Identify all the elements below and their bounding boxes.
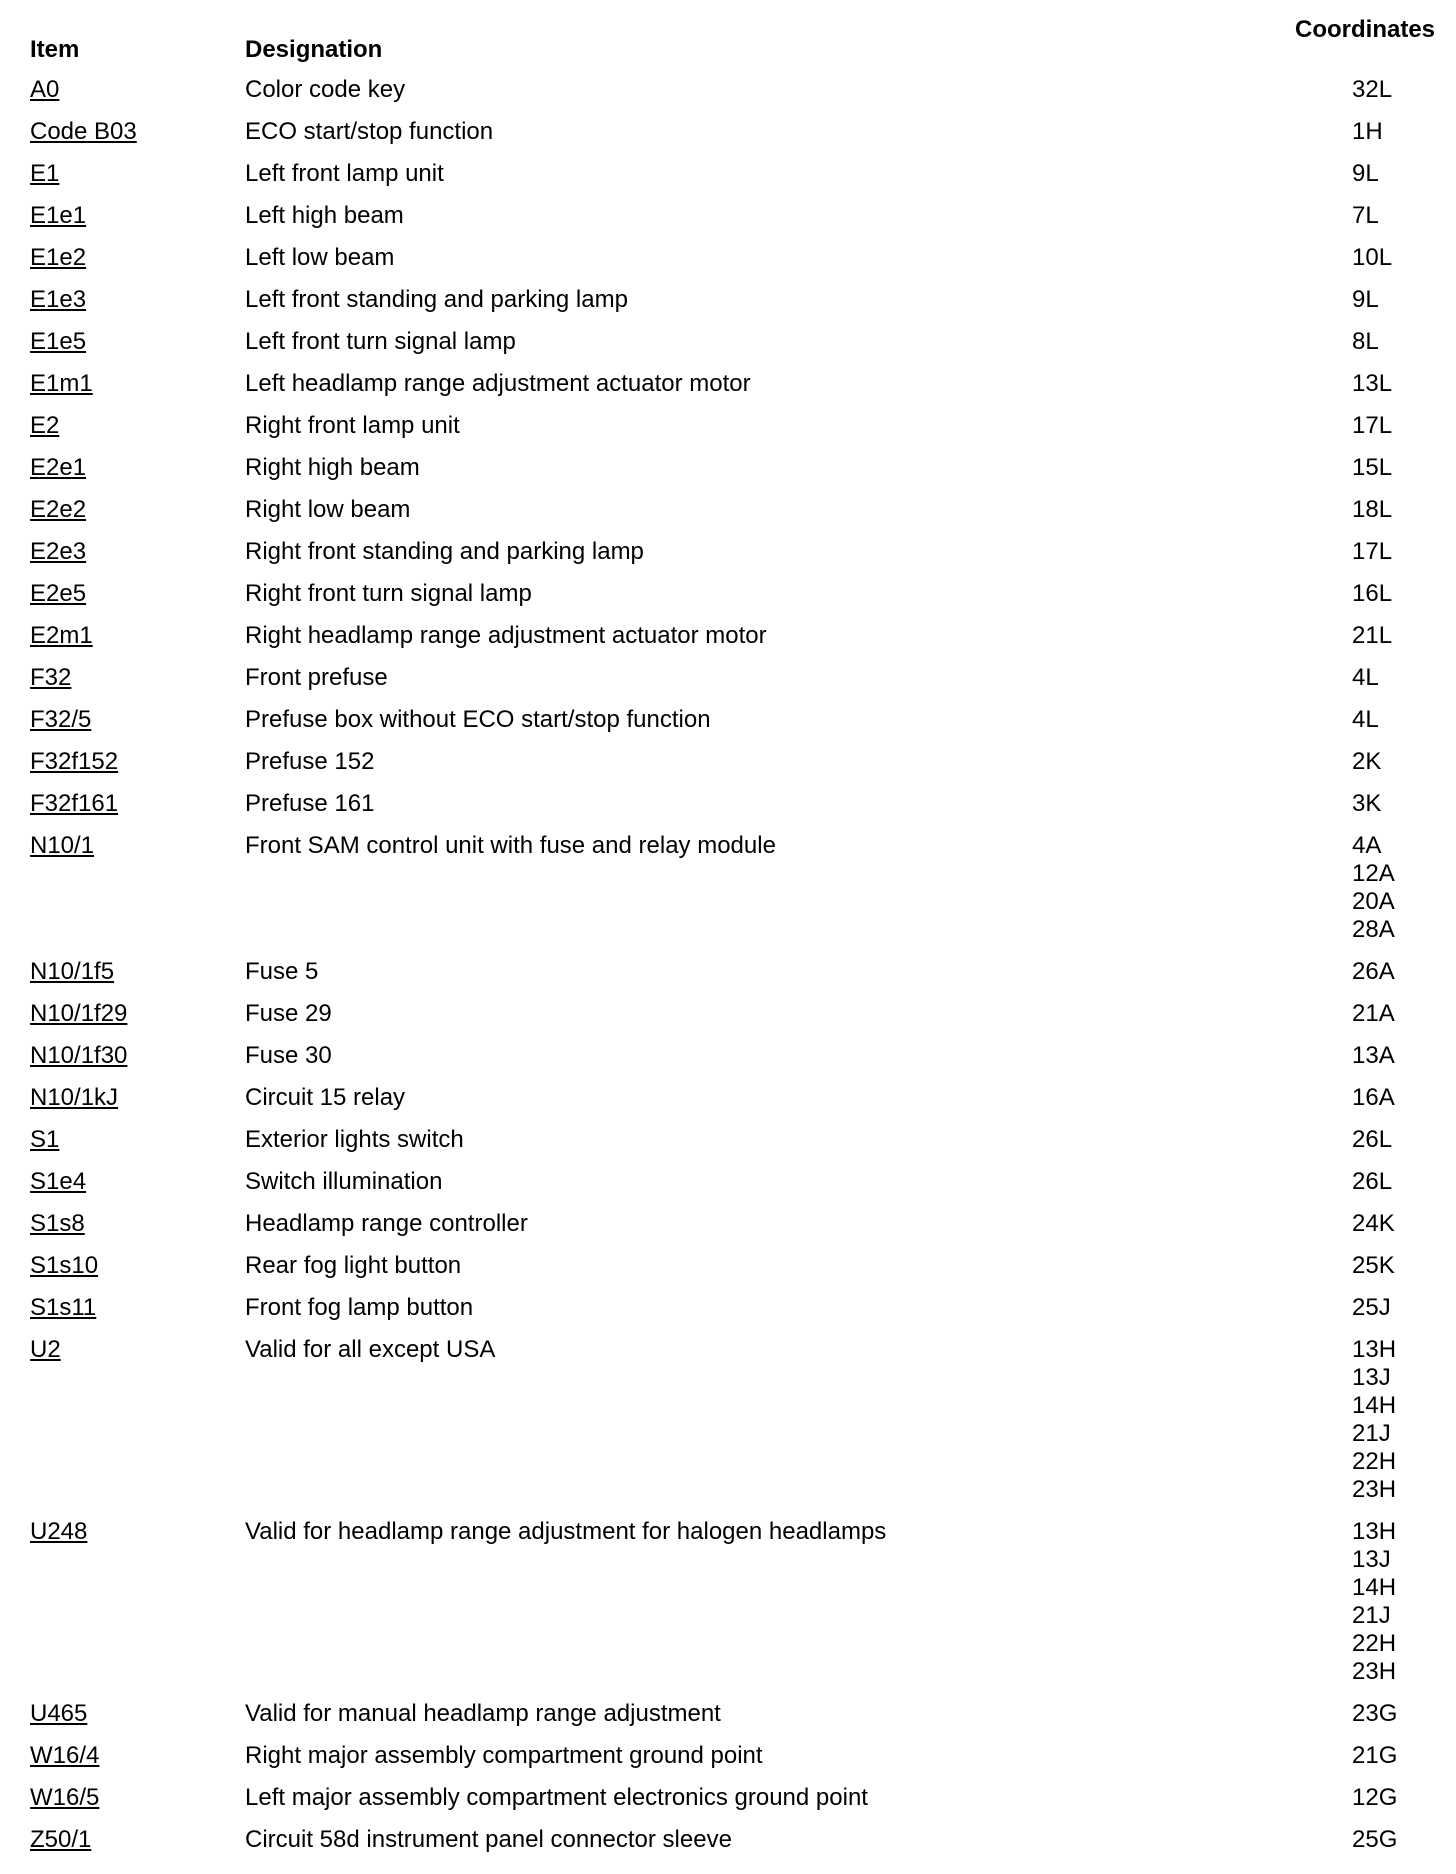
designation-text: Headlamp range controller (245, 1210, 528, 1237)
coordinate-value: 3K (1352, 790, 1382, 817)
coordinate-value: 9L (1352, 286, 1379, 313)
coordinate-value: 28A (1352, 916, 1395, 943)
coordinates-cell (1352, 286, 1446, 314)
item-link[interactable]: U465 (30, 1700, 88, 1727)
coordinate-value: 4L (1352, 664, 1379, 691)
table-row (30, 1504, 1446, 1686)
item-link[interactable]: E1 (30, 160, 60, 187)
coordinates-cell (1352, 832, 1446, 944)
coordinates-cell (1352, 664, 1446, 692)
coordinate-value: 7L (1352, 202, 1379, 229)
table-row (30, 818, 1446, 944)
table-row (30, 188, 1446, 230)
item-link[interactable]: S1e4 (30, 1168, 87, 1195)
designation-text: Left front turn signal lamp (245, 328, 516, 355)
table-row (30, 1770, 1446, 1812)
table-row (30, 314, 1446, 356)
coordinates-cell (1352, 76, 1446, 104)
designation-text: Fuse 30 (245, 1042, 332, 1069)
coordinates-cell (1352, 706, 1446, 734)
table-row (30, 776, 1446, 818)
item-link[interactable]: W16/5 (30, 1784, 100, 1811)
table-row (30, 650, 1446, 692)
coordinate-value: 21A (1352, 1000, 1395, 1027)
coordinate-value: 16L (1352, 580, 1393, 607)
coordinate-value: 13A (1352, 1042, 1395, 1069)
coordinates-cell (1352, 1042, 1446, 1070)
coordinate-value: 25G (1352, 1826, 1398, 1853)
table-row (30, 566, 1446, 608)
table-row (30, 734, 1446, 776)
coordinates-cell (1352, 1336, 1446, 1504)
item-link[interactable]: S1s8 (30, 1210, 85, 1237)
coordinates-cell (1352, 538, 1446, 566)
coordinate-value: 4L (1352, 706, 1379, 733)
table-row (30, 1112, 1446, 1154)
coordinate-value: 23G (1352, 1700, 1398, 1727)
designation-text: Right front standing and parking lamp (245, 538, 644, 565)
item-link[interactable]: U2 (30, 1336, 61, 1363)
coordinate-value: 26A (1352, 958, 1395, 985)
coordinate-value: 15L (1352, 454, 1393, 481)
item-link[interactable]: Code B03 (30, 118, 137, 145)
item-link[interactable]: E1e1 (30, 202, 87, 229)
designation-text: Right headlamp range adjustment actuator motor (245, 622, 767, 649)
coordinate-value: 18L (1352, 496, 1393, 523)
coordinates-cell (1352, 496, 1446, 524)
coordinates-cell (1352, 1294, 1446, 1322)
item-link[interactable]: E2e3 (30, 538, 87, 565)
designation-text: Fuse 5 (245, 958, 319, 985)
coordinates-cell (1352, 1784, 1446, 1812)
item-link[interactable]: U248 (30, 1518, 88, 1545)
item-link[interactable]: E2e1 (30, 454, 87, 481)
item-link[interactable]: N10/1f5 (30, 958, 115, 985)
item-link[interactable]: N10/1f30 (30, 1042, 128, 1069)
designation-column-header: Designation (245, 36, 383, 63)
coordinate-value: 26L (1352, 1168, 1393, 1195)
designation-text: Front fog lamp button (245, 1294, 474, 1321)
coordinates-cell (1352, 1000, 1446, 1028)
coordinate-value: 32L (1352, 76, 1393, 103)
coordinate-value: 22H (1352, 1448, 1397, 1475)
item-link[interactable]: S1s11 (30, 1294, 97, 1321)
designation-text: Left low beam (245, 244, 395, 271)
coordinates-cell (1352, 1518, 1446, 1686)
coordinate-value: 17L (1352, 538, 1393, 565)
coordinates-cell (1352, 202, 1446, 230)
item-link[interactable]: S1 (30, 1126, 60, 1153)
table-row (30, 104, 1446, 146)
table-row (30, 398, 1446, 440)
coordinate-value: 25J (1352, 1294, 1391, 1321)
component-legend-table (30, 12, 1446, 1854)
coordinate-value: 13J (1352, 1546, 1391, 1573)
table-row (30, 1196, 1446, 1238)
coordinate-value: 21L (1352, 622, 1393, 649)
coordinate-value: 22H (1352, 1630, 1397, 1657)
table-row (30, 440, 1446, 482)
table-header (30, 12, 1446, 62)
table-row (30, 482, 1446, 524)
designation-text: Right front turn signal lamp (245, 580, 532, 607)
table-row (30, 1070, 1446, 1112)
table-row (30, 1028, 1446, 1070)
coordinate-value: 14H (1352, 1574, 1397, 1601)
designation-text: Right high beam (245, 454, 420, 481)
item-link[interactable]: E1e5 (30, 328, 87, 355)
coordinate-value: 13L (1352, 370, 1393, 397)
coordinate-value: 16A (1352, 1084, 1395, 1111)
designation-text: Prefuse 152 (245, 748, 375, 775)
coordinates-cell (1352, 454, 1446, 482)
designation-text: Rear fog light button (245, 1252, 462, 1279)
table-row (30, 608, 1446, 650)
table-row (30, 62, 1446, 104)
item-link[interactable]: N10/1f29 (30, 1000, 128, 1027)
coordinates-cell (1352, 1210, 1446, 1238)
item-link[interactable]: N10/1 (30, 832, 95, 859)
table-row (30, 1280, 1446, 1322)
coordinates-cell (1352, 1742, 1446, 1770)
coordinate-value: 12G (1352, 1784, 1398, 1811)
coordinate-value: 13J (1352, 1364, 1391, 1391)
item-link[interactable]: E2m1 (30, 622, 93, 649)
coordinate-value: 26L (1352, 1126, 1393, 1153)
coordinate-value: 21G (1352, 1742, 1398, 1769)
item-link[interactable]: Z50/1 (30, 1826, 92, 1853)
item-link[interactable]: F32f161 (30, 790, 119, 817)
table-row (30, 146, 1446, 188)
coordinate-value: 4A (1352, 832, 1382, 859)
coordinate-value: 23H (1352, 1658, 1397, 1685)
coordinate-value: 2K (1352, 748, 1382, 775)
coordinate-value: 10L (1352, 244, 1393, 271)
coordinates-cell (1352, 370, 1446, 398)
designation-text: Left headlamp range adjustment actuator motor (245, 370, 751, 397)
designation-text: Valid for headlamp range adjustment for halogen headlamps (245, 1518, 887, 1545)
item-link[interactable]: E1e2 (30, 244, 87, 271)
table-row (30, 1154, 1446, 1196)
designation-text: Valid for manual headlamp range adjustment (245, 1700, 721, 1727)
designation-text: Front prefuse (245, 664, 388, 691)
table-body (30, 62, 1446, 1854)
designation-text: Front SAM control unit with fuse and relay module (245, 832, 776, 859)
coordinates-cell (1352, 1252, 1446, 1280)
table-row (30, 230, 1446, 272)
coordinates-column-header: Coordinates (1295, 16, 1436, 43)
coordinate-value: 14H (1352, 1392, 1397, 1419)
coordinates-cell (1352, 328, 1446, 356)
coordinates-cell (1352, 118, 1446, 146)
coordinates-cell (1352, 1700, 1446, 1728)
coordinate-value: 20A (1352, 888, 1395, 915)
designation-text: Left major assembly compartment electronics ground point (245, 1784, 868, 1811)
designation-text: Left front standing and parking lamp (245, 286, 628, 313)
table-row (30, 692, 1446, 734)
designation-text: Circuit 58d instrument panel connector sleeve (245, 1826, 732, 1853)
coordinates-cell (1352, 790, 1446, 818)
coordinate-value: 25K (1352, 1252, 1395, 1279)
item-link[interactable]: N10/1kJ (30, 1084, 119, 1111)
coordinate-value: 8L (1352, 328, 1379, 355)
coordinate-value: 9L (1352, 160, 1379, 187)
coordinate-value: 13H (1352, 1518, 1397, 1545)
item-link[interactable]: E1e3 (30, 286, 87, 313)
item-link[interactable]: W16/4 (30, 1742, 100, 1769)
designation-text: Switch illumination (245, 1168, 443, 1195)
item-link[interactable]: S1s10 (30, 1252, 99, 1279)
table-row (30, 1686, 1446, 1728)
coordinate-value: 12A (1352, 860, 1395, 887)
coordinates-cell (1352, 1826, 1446, 1854)
coordinate-value: 21J (1352, 1420, 1391, 1447)
coordinates-cell (1352, 160, 1446, 188)
designation-text: Color code key (245, 76, 406, 103)
designation-text: Right front lamp unit (245, 412, 460, 439)
coordinate-value: 1H (1352, 118, 1383, 145)
coordinates-cell (1352, 1126, 1446, 1154)
designation-text: Valid for all except USA (245, 1336, 496, 1363)
item-link[interactable]: F32/5 (30, 706, 92, 733)
item-link[interactable]: E2e2 (30, 496, 87, 523)
coordinate-value: 21J (1352, 1602, 1391, 1629)
coordinates-cell (1352, 244, 1446, 272)
designation-text: Right major assembly compartment ground point (245, 1742, 763, 1769)
item-link[interactable]: E1m1 (30, 370, 93, 397)
coordinate-value: 17L (1352, 412, 1393, 439)
item-link[interactable]: F32 (30, 664, 72, 691)
coordinates-cell (1352, 1168, 1446, 1196)
coordinates-cell (1352, 622, 1446, 650)
table-row (30, 1322, 1446, 1504)
item-link[interactable]: E2 (30, 412, 60, 439)
table-row (30, 524, 1446, 566)
table-row (30, 356, 1446, 398)
table-row (30, 1812, 1446, 1854)
table-row (30, 986, 1446, 1028)
item-link[interactable]: A0 (30, 76, 60, 103)
table-row (30, 1238, 1446, 1280)
table-row (30, 272, 1446, 314)
designation-text: Left high beam (245, 202, 404, 229)
designation-text: Right low beam (245, 496, 411, 523)
item-column-header: Item (30, 36, 80, 63)
designation-text: Circuit 15 relay (245, 1084, 406, 1111)
coordinates-cell (1352, 580, 1446, 608)
coordinate-value: 13H (1352, 1336, 1397, 1363)
coordinates-cell (1352, 412, 1446, 440)
designation-text: ECO start/stop function (245, 118, 494, 145)
designation-text: Prefuse 161 (245, 790, 375, 817)
coordinate-value: 24K (1352, 1210, 1395, 1237)
coordinates-cell (1352, 1084, 1446, 1112)
coordinates-cell (1352, 748, 1446, 776)
designation-text: Fuse 29 (245, 1000, 332, 1027)
designation-text: Left front lamp unit (245, 160, 444, 187)
item-link[interactable]: F32f152 (30, 748, 119, 775)
table-row (30, 944, 1446, 986)
coordinate-value: 23H (1352, 1476, 1397, 1503)
designation-text: Prefuse box without ECO start/stop function (245, 706, 711, 733)
coordinates-cell (1352, 958, 1446, 986)
designation-text: Exterior lights switch (245, 1126, 464, 1153)
item-link[interactable]: E2e5 (30, 580, 87, 607)
table-row (30, 1728, 1446, 1770)
